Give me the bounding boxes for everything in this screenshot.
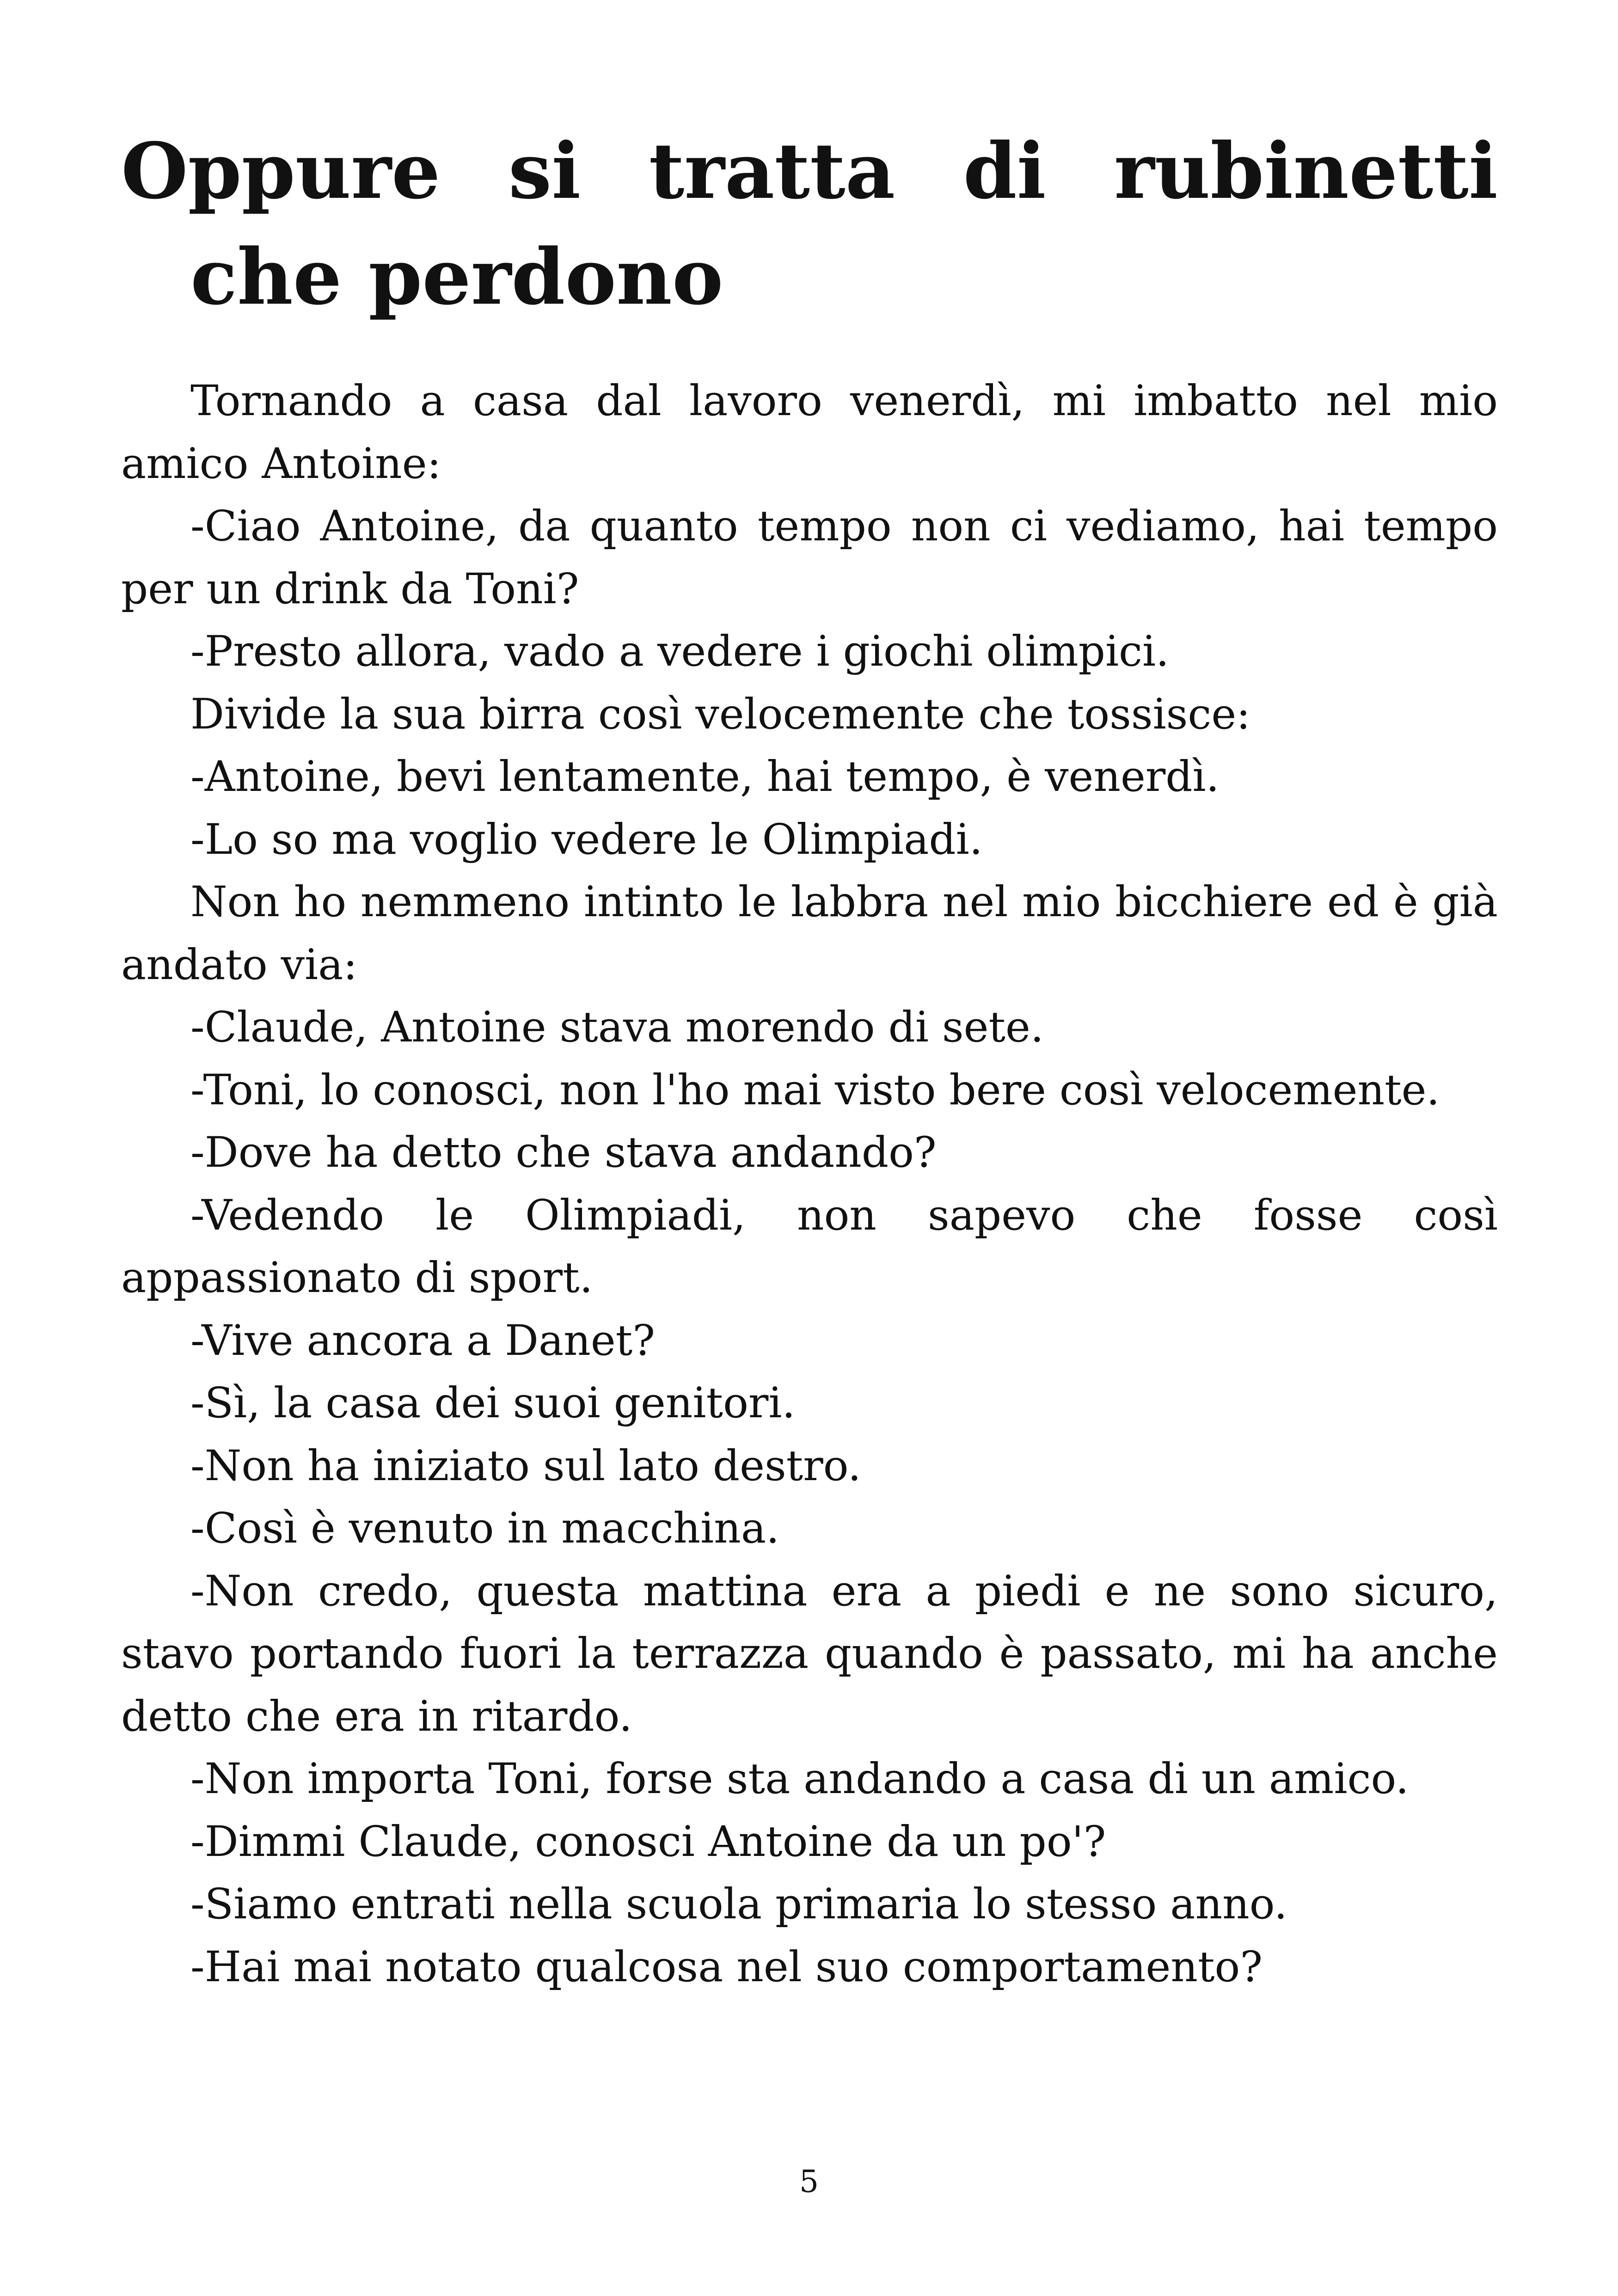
paragraph: Divide la sua birra così velocemente che tossisce: bbox=[190, 690, 1250, 739]
paragraph: -Toni, lo conosci, non l'ho mai visto bere così velocemente. bbox=[190, 1065, 1440, 1114]
body-text bbox=[121, 370, 1498, 1998]
paragraph: -Non credo, questa mattina era a piedi e ne sono sicuro, stavo portando fuori la terrazza quando è passato, mi ha anche detto che era in ritardo. bbox=[121, 1567, 1498, 1741]
chapter-title: Oppure si tratta di rubinetti che perdono bbox=[121, 126, 1498, 322]
paragraph: -Non importa Toni, forse sta andando a casa di un amico. bbox=[190, 1755, 1409, 1803]
paragraph: -Presto allora, vado a vedere i giochi olimpici. bbox=[190, 627, 1170, 676]
paragraph: -Claude, Antoine stava morendo di sete. bbox=[190, 1003, 1044, 1052]
paragraph: -Ciao Antoine, da quanto tempo non ci vediamo, hai tempo per un drink da Toni? bbox=[121, 502, 1498, 613]
paragraph: Tornando a casa dal lavoro venerdì, mi imbatto nel mio amico Antoine: bbox=[121, 377, 1498, 488]
page-number: 5 bbox=[799, 2164, 819, 2199]
paragraph: -Dimmi Claude, conosci Antoine da un po'? bbox=[190, 1817, 1106, 1866]
paragraph: -Vedendo le Olimpiadi, non sapevo che fosse così appassionato di sport. bbox=[121, 1191, 1498, 1302]
paragraph: -Così è venuto in macchina. bbox=[190, 1504, 780, 1553]
paragraph: -Lo so ma voglio vedere le Olimpiadi. bbox=[190, 815, 983, 864]
paragraph: -Vive ancora a Danet? bbox=[190, 1316, 656, 1365]
paragraph: -Antoine, bevi lentamente, hai tempo, è venerdì. bbox=[190, 753, 1220, 801]
paragraph: -Siamo entrati nella scuola primaria lo stesso anno. bbox=[190, 1880, 1287, 1929]
paragraph: Non ho nemmeno intinto le labbra nel mio bicchiere ed è già andato via: bbox=[121, 878, 1498, 989]
paragraph: -Non ha iniziato sul lato destro. bbox=[190, 1441, 861, 1490]
paragraph: -Sì, la casa dei suoi genitori. bbox=[190, 1379, 796, 1427]
paragraph: -Hai mai notato qualcosa nel suo comportamento? bbox=[190, 1942, 1263, 1991]
paragraph: -Dove ha detto che stava andando? bbox=[190, 1128, 937, 1177]
